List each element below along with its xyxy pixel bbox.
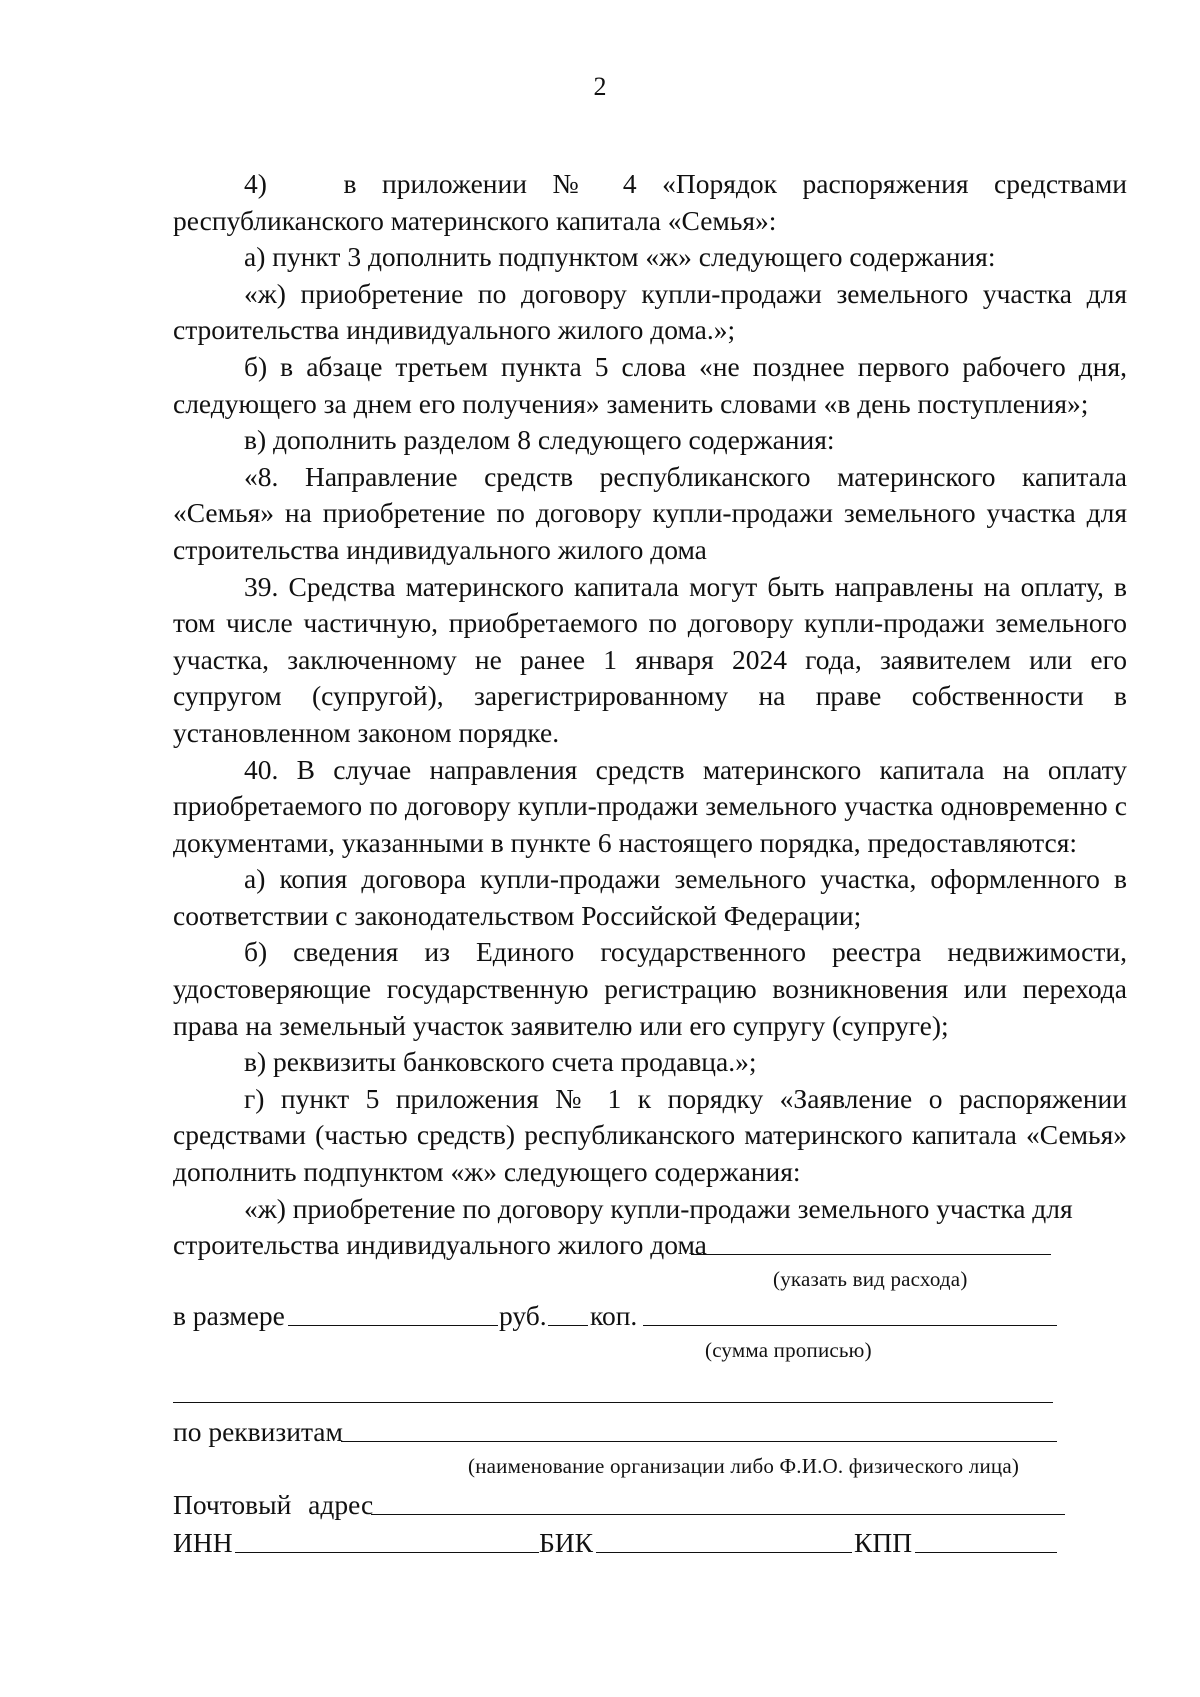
form-line-zh-start: «ж) приобретение по договору купли-продажи земельного участка для bbox=[244, 1192, 1073, 1224]
rub-label: руб. bbox=[499, 1299, 547, 1331]
paragraph-subitem-v: в) дополнить разделом 8 следующего содержания: bbox=[244, 424, 835, 456]
kop-label: коп. bbox=[590, 1299, 638, 1331]
amount-continuation-field[interactable] bbox=[173, 1402, 1053, 1403]
paragraph-subitem-b: б) в абзаце третьем пункта 5 слова «не позднее первого рабочего дня, следующего за днем его получения» заменить словами «в день поступления»; bbox=[173, 350, 1127, 419]
expense-type-caption: (указать вид расхода) bbox=[773, 1266, 968, 1291]
paragraph-40-b: б) сведения из Единого государственного реестра недвижимости, удостоверяющие государственную регистрацию возникновения или перехода права на земельный участок заявителю или его супругу (супруге); bbox=[173, 936, 1127, 1041]
bik-label: БИК bbox=[539, 1526, 593, 1558]
paragraph-quote-zh: «ж) приобретение по договору купли-продажи земельного участка для строительства индивидуального жилого дома.»; bbox=[173, 277, 1127, 346]
requisites-label: по реквизитам bbox=[173, 1415, 343, 1447]
expense-type-row bbox=[173, 1227, 1127, 1263]
paragraph-subitem-a: а) пункт 3 дополнить подпунктом «ж» следующего содержания: bbox=[244, 241, 996, 273]
kpp-label: КПП bbox=[854, 1526, 913, 1558]
postal-address-field[interactable] bbox=[371, 1514, 1065, 1515]
requisites-caption: (наименование организации либо Ф.И.О. физического лица) bbox=[468, 1453, 1020, 1478]
page-number: 2 bbox=[593, 72, 607, 101]
expense-type-field[interactable] bbox=[691, 1254, 1051, 1255]
paragraph-subitem-g: г) пункт 5 приложения № 1 к порядку «Заявление о распоряжении средствами (частью средств) республиканского материнского капитала «Семья» дополнить подпунктом «ж» следующего содержания: bbox=[173, 1082, 1127, 1188]
amount-label: в размере bbox=[173, 1299, 285, 1331]
requisites-field[interactable] bbox=[341, 1441, 1057, 1442]
postal-address-row bbox=[173, 1487, 1127, 1523]
application-form-fragment bbox=[173, 1191, 1127, 1631]
kop-amount-field[interactable] bbox=[548, 1325, 588, 1326]
rub-amount-field[interactable] bbox=[288, 1325, 498, 1326]
paragraph-39: 39. Средства материнского капитала могут быть направлены на оплату, в том числе частичную, приобретаемого по договору купли-продажи земельного участка, заключенному не ранее 1 января 2024 года, заявителем или его супругом (супругой), зарегистрированному на праве собственности в установленном законом порядке. bbox=[173, 570, 1127, 748]
amount-caption: (сумма прописью) bbox=[705, 1337, 872, 1362]
expense-type-label: строительства индивидуального жилого дома bbox=[173, 1228, 707, 1260]
kpp-field[interactable] bbox=[915, 1552, 1057, 1553]
amount-row bbox=[173, 1298, 1127, 1334]
requisites-row bbox=[173, 1414, 1127, 1450]
inn-field[interactable] bbox=[235, 1552, 539, 1553]
amount-in-words-field[interactable] bbox=[643, 1325, 1057, 1326]
paragraph-item-4: 4) в приложении № 4 «Порядок распоряжения средствами республиканского материнского капитала «Семья»: bbox=[173, 168, 1127, 236]
paragraph-40: 40. В случае направления средств материнского капитала на оплату приобретаемого по договору купли-продажи земельного участка одновременно с документами, указанными в пункте 6 настоящего порядка, предоставляются: bbox=[173, 753, 1127, 858]
paragraph-40-a: а) копия договора купли-продажи земельного участка, оформленного в соответствии с законодательством Российской Федерации; bbox=[173, 863, 1127, 931]
amount-continuation-row bbox=[173, 1375, 1127, 1411]
bank-codes-row bbox=[173, 1525, 1127, 1561]
inn-label: ИНН bbox=[173, 1526, 233, 1558]
document-body bbox=[173, 166, 1127, 1631]
paragraph-40-v: в) реквизиты банковского счета продавца.»; bbox=[244, 1046, 757, 1078]
postal-address-label: Почтовый адрес bbox=[173, 1488, 374, 1520]
bik-field[interactable] bbox=[596, 1552, 852, 1553]
section-8-heading: «8. Направление средств республиканского материнского капитала «Семья» на приобретение по договору купли-продажи земельного участка для строительства индивидуального жилого дома bbox=[173, 460, 1127, 565]
